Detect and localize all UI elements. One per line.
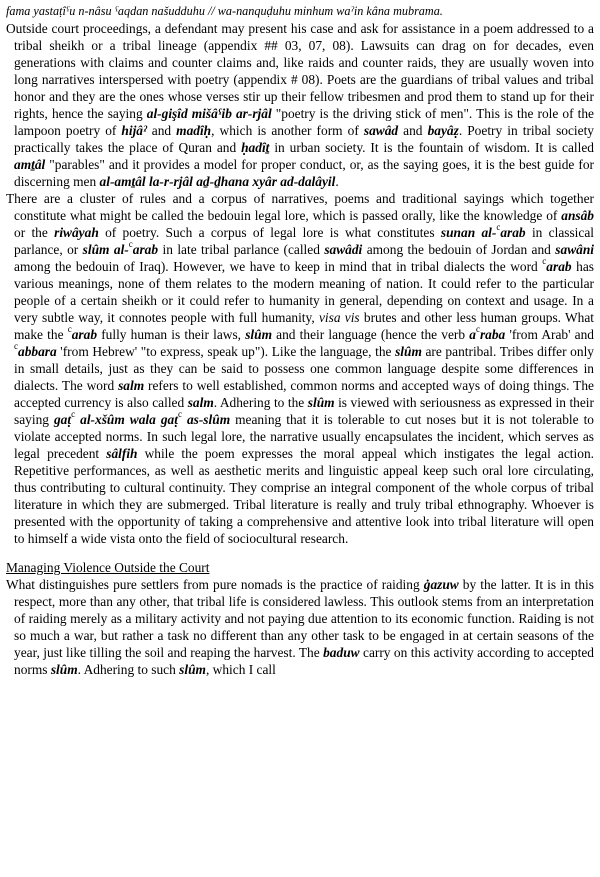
- transliterated-term: sawâd: [363, 123, 399, 138]
- text-run: 'from Arab' and: [505, 327, 595, 342]
- transliterated-term: slûm: [307, 395, 335, 410]
- transliterated-term: amṯâl: [14, 157, 46, 172]
- transliterated-term: ḥadîṯ: [241, 140, 270, 155]
- text-run: . Adhering to the: [213, 395, 308, 410]
- transliterated-term: al-xšûm wala gaṭ: [75, 412, 178, 427]
- text-run: What distinguishes pure settlers from pure nomads is the practice of raiding: [6, 577, 424, 592]
- text-run: Outside court proceedings, a defendant may present his case and ask for assistance in a poem addressed to a tribal sheikh or a tribal lineage (appendix ## 03, 07, 08). Lawsuits can drag on for decades, even generations with claims and counter claims and, like raids and counter raids, they are usually woven into long narratives interspersed with poetry (appendix # 08). Poets are the guardians of tribal values and tribal honor and they are the ones whose verses stir up their fellow tribesmen and prod them to stand up for their rights, hence the saying: [6, 21, 594, 121]
- text-run: and: [146, 123, 177, 138]
- ayn-superscript: c: [475, 323, 480, 334]
- verse-quote: fama yastaṭîˁu n-nâsu ˁaqdan našudduhu // wa-nanquḍuhu minhum waˀin kâna mubrama.: [6, 4, 443, 18]
- text-run: in classical parlance, or: [14, 225, 595, 257]
- ayn-superscript: c: [71, 408, 76, 419]
- transliterated-term: sunan al-: [440, 225, 497, 240]
- paragraph-poetry: [6, 20, 594, 190]
- transliterated-term: arab: [500, 225, 526, 240]
- text-run: 'from Hebrew' "to express, speak up"). Like the language, the: [56, 344, 396, 359]
- transliterated-term: al-amṯâl la-r-rjâl aḏ-ḏhana xyâr ad-dalâyil: [99, 174, 336, 189]
- transliterated-term: raba: [479, 327, 506, 342]
- text-run: .: [335, 174, 339, 189]
- transliterated-term: al-gişîd mišâˁib ar-rjâl: [146, 106, 272, 121]
- ayn-superscript: c: [177, 408, 182, 419]
- transliterated-term: salm: [187, 395, 214, 410]
- text-run: by the latter. It is in this respect, more than any other, that tribal life is considered lawless. This outlook stems from an interpretation of raiding merely as a military activity and not paying due attention to its economic function. Raiding is not so much a war, but rather a task no different than any other task to be engaged in at certain seasons of the year, just like tilling the soil and reaping the harvest. The: [14, 577, 594, 660]
- text-run: in urban society. It is the fountain of wisdom. It is called: [269, 140, 594, 155]
- document-page: [6, 3, 594, 877]
- transliterated-term: slûm: [50, 662, 78, 677]
- text-run: and their language (hence the verb: [271, 327, 470, 342]
- text-run: while the poem expresses the moral appeal which instigates the legal action. Repetitive performances, as well as aesthetic merits and linguistic appeal keep such oral lore circulating, thus contributing to cultural continuity. They comprise an integral component of the whole corpus of tribal literature in which they are submerged. Tribal literature is really and truly tribal ethnography. Whoever is presented with the opportunity of taking a comprehensive and attentive look into tribal literature will open to himself a wide vista onto the field of sociocultural research.: [14, 446, 594, 546]
- transliterated-term: arab: [546, 259, 572, 274]
- text-run: refers to well established, common norms and accepted ways of doing things. The accepted currency is also called: [14, 378, 594, 410]
- paragraph-raiding: [6, 576, 594, 678]
- paragraph-legal-lore: [6, 190, 594, 547]
- transliterated-term: arab: [132, 242, 159, 257]
- transliterated-term: slûm: [245, 327, 272, 342]
- transliterated-term: baduw: [323, 645, 360, 660]
- transliterated-term: as-slûm: [181, 412, 231, 427]
- transliterated-term: slûm: [179, 662, 206, 677]
- transliterated-term: a: [469, 327, 476, 342]
- section-heading: Managing Violence Outside the Court: [6, 560, 210, 575]
- text-run: There are a cluster of rules and a corpus of narratives, poems and traditional sayings which together constitute what might be called the bedouin legal lore, which is passed orally, like the knowledge of: [6, 191, 594, 223]
- transliterated-term: madîḥ: [176, 123, 212, 138]
- transliterated-term: sawâdi: [324, 242, 363, 257]
- text-run: fully human is their laws,: [97, 327, 246, 342]
- italic-phrase: visa vis: [318, 310, 360, 325]
- text-run: among the bedouin of Iraq). However, we have to keep in mind that in tribal dialects the word: [14, 259, 543, 274]
- text-run: of poetry. Such a corpus of legal lore is what constitutes: [98, 225, 441, 240]
- transliterated-term: ansâb: [561, 208, 594, 223]
- transliterated-term: salm: [118, 378, 145, 393]
- text-run: has various meanings, none of them relates to the modern meaning of nation. It could refer to the particular people of a certain sheikh or it could refer to humanity in general, depending on context and usage. In a very subtle way, it connotes people with full humanity,: [14, 259, 594, 325]
- transliterated-term: gaṭ: [53, 412, 72, 427]
- ayn-superscript: c: [542, 255, 547, 266]
- transliterated-term: abbara: [18, 344, 57, 359]
- text-run: , which I call: [205, 662, 276, 677]
- text-run: brutes and other less human groups. What make the: [14, 310, 595, 342]
- text-run: or the: [14, 225, 55, 240]
- text-run: is viewed with seriousness as expressed in their saying: [14, 395, 594, 427]
- ayn-superscript: c: [14, 340, 18, 351]
- transliterated-term: riwâyah: [54, 225, 99, 240]
- text-run: "parables" and it provides a model for proper conduct, or, as the saying goes, it is the best guide for discerning men: [14, 157, 594, 189]
- text-run: , which is another form of: [211, 123, 364, 138]
- ayn-superscript: c: [128, 238, 133, 249]
- text-run: . Poetry in tribal society practically takes the place of Quran and: [14, 123, 594, 155]
- transliterated-term: slûm al-: [82, 242, 129, 257]
- ayn-superscript: c: [496, 221, 501, 232]
- transliterated-term: sawâni: [555, 242, 594, 257]
- text-run: carry on this activity according to accepted norms: [14, 645, 594, 677]
- text-run: among the bedouin of Jordan and: [362, 242, 556, 257]
- transliterated-term: bayâẓ: [427, 123, 459, 138]
- text-run: in late tribal parlance (called: [158, 242, 325, 257]
- transliterated-term: sâlfih: [106, 446, 138, 461]
- text-run: "poetry is the driving stick of men". This is the role of the lampoon poetry of: [14, 106, 595, 138]
- transliterated-term: arab: [71, 327, 98, 342]
- ayn-superscript: c: [67, 323, 72, 334]
- transliterated-term: ġazuw: [423, 577, 459, 592]
- transliterated-term: hijâˀ: [121, 123, 147, 138]
- text-run: and: [398, 123, 428, 138]
- text-run: are pantribal. Tribes differ only in small details, just as they can be said to possess one common language despite some differences in dialects. The word: [14, 344, 594, 393]
- text-run: . Adhering to such: [77, 662, 180, 677]
- transliterated-term: slûm: [395, 344, 422, 359]
- text-run: meaning that it is tolerable to cut noses but it is not tolerable to violate accepted norms. In such legal lore, the narrative usually encapsulates the incident, which serves as legal precedent: [14, 412, 595, 461]
